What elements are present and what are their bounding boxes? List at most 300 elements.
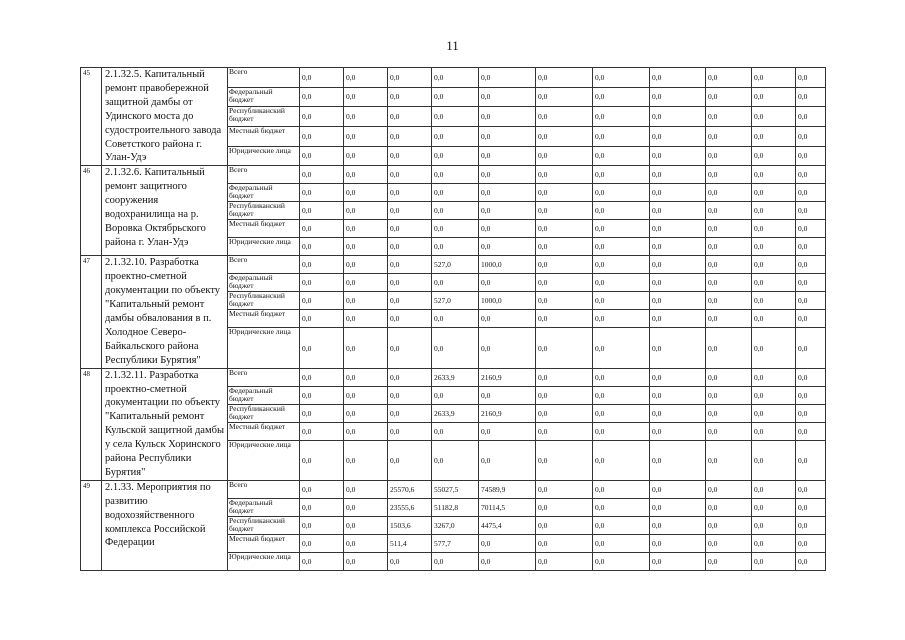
value-cell: 0,0 (344, 292, 388, 310)
value-cell: 0,0 (300, 516, 344, 534)
value-cell: 0,0 (593, 68, 650, 88)
funding-source: Республиканский бюджет (228, 292, 300, 310)
activity-name: 2.1.32.5. Капитальный ремонт правобережной защитной дамбы от Удинского моста до судостроительного завода Советсткого района г. Улан-Удэ (102, 68, 228, 166)
value-cell: 0,0 (650, 68, 706, 88)
funding-source: Юридические лица (228, 328, 300, 368)
value-cell: 0,0 (344, 166, 388, 184)
value-cell: 0,0 (388, 238, 432, 256)
activity-name: 2.1.33. Мероприятия по развитию водохозяйственного комплекса Российской Федерации (102, 480, 228, 570)
value-cell: 0,0 (796, 534, 826, 552)
value-cell: 0,0 (752, 480, 796, 498)
value-cell: 0,0 (432, 310, 479, 328)
value-cell: 0,0 (752, 202, 796, 220)
value-cell: 0,0 (479, 202, 536, 220)
funding-source: Республиканский бюджет (228, 107, 300, 127)
value-cell: 0,0 (650, 126, 706, 146)
value-cell: 0,0 (300, 386, 344, 404)
value-cell: 0,0 (536, 516, 593, 534)
value-cell: 0,0 (344, 310, 388, 328)
value-cell: 0,0 (706, 368, 752, 386)
value-cell: 0,0 (432, 328, 479, 368)
value-cell: 0,0 (706, 146, 752, 166)
value-cell: 0,0 (388, 202, 432, 220)
funding-source: Всего (228, 166, 300, 184)
value-cell: 0,0 (479, 422, 536, 440)
value-cell: 0,0 (796, 184, 826, 202)
value-cell: 0,0 (479, 220, 536, 238)
funding-source: Местный бюджет (228, 422, 300, 440)
value-cell: 2633,9 (432, 368, 479, 386)
funding-source: Всего (228, 480, 300, 498)
table-row (81, 256, 826, 274)
value-cell: 0,0 (344, 220, 388, 238)
value-cell: 0,0 (796, 480, 826, 498)
value-cell: 0,0 (300, 292, 344, 310)
value-cell: 0,0 (593, 126, 650, 146)
value-cell: 0,0 (536, 328, 593, 368)
value-cell: 527,0 (432, 292, 479, 310)
value-cell: 0,0 (752, 87, 796, 107)
value-cell: 0,0 (344, 146, 388, 166)
value-cell: 0,0 (706, 534, 752, 552)
value-cell: 0,0 (706, 126, 752, 146)
value-cell: 0,0 (650, 386, 706, 404)
value-cell: 0,0 (752, 220, 796, 238)
value-cell: 0,0 (650, 238, 706, 256)
value-cell: 2633,9 (432, 404, 479, 422)
value-cell: 0,0 (388, 368, 432, 386)
value-cell: 0,0 (706, 220, 752, 238)
value-cell: 0,0 (344, 184, 388, 202)
value-cell: 0,0 (593, 368, 650, 386)
table-row (81, 368, 826, 386)
value-cell: 0,0 (593, 220, 650, 238)
value-cell: 0,0 (432, 146, 479, 166)
value-cell: 0,0 (432, 107, 479, 127)
value-cell: 0,0 (432, 274, 479, 292)
value-cell: 0,0 (650, 516, 706, 534)
value-cell: 0,0 (796, 166, 826, 184)
value-cell: 0,0 (300, 440, 344, 480)
value-cell: 0,0 (796, 386, 826, 404)
value-cell: 0,0 (796, 274, 826, 292)
value-cell: 0,0 (300, 68, 344, 88)
value-cell: 0,0 (796, 87, 826, 107)
funding-source: Федеральный бюджет (228, 386, 300, 404)
value-cell: 0,0 (536, 422, 593, 440)
value-cell: 0,0 (344, 274, 388, 292)
value-cell: 0,0 (479, 238, 536, 256)
value-cell: 0,0 (796, 368, 826, 386)
value-cell: 0,0 (796, 440, 826, 480)
value-cell: 0,0 (536, 386, 593, 404)
value-cell: 0,0 (536, 202, 593, 220)
value-cell: 0,0 (344, 552, 388, 570)
funding-source: Федеральный бюджет (228, 274, 300, 292)
value-cell: 0,0 (752, 184, 796, 202)
value-cell: 0,0 (752, 292, 796, 310)
value-cell: 0,0 (536, 292, 593, 310)
funding-source: Всего (228, 368, 300, 386)
row-number: 48 (81, 368, 102, 480)
value-cell: 0,0 (650, 107, 706, 127)
value-cell: 0,0 (593, 422, 650, 440)
value-cell: 0,0 (300, 202, 344, 220)
value-cell: 527,0 (432, 256, 479, 274)
value-cell: 0,0 (536, 184, 593, 202)
value-cell: 0,0 (344, 498, 388, 516)
value-cell: 0,0 (536, 256, 593, 274)
value-cell: 0,0 (752, 256, 796, 274)
value-cell: 0,0 (300, 184, 344, 202)
value-cell: 0,0 (593, 516, 650, 534)
value-cell: 0,0 (650, 552, 706, 570)
activity-name: 2.1.32.6. Капитальный ремонт защитного сооружения водохранилища на р. Воровка Октябрьского района г. Улан-Удэ (102, 166, 228, 256)
value-cell: 1503,6 (388, 516, 432, 534)
value-cell: 0,0 (796, 498, 826, 516)
value-cell: 0,0 (300, 87, 344, 107)
value-cell: 0,0 (706, 480, 752, 498)
funding-source: Республиканский бюджет (228, 404, 300, 422)
value-cell: 0,0 (706, 68, 752, 88)
value-cell: 0,0 (706, 310, 752, 328)
value-cell: 0,0 (479, 552, 536, 570)
value-cell: 0,0 (650, 480, 706, 498)
value-cell: 0,0 (300, 126, 344, 146)
value-cell: 0,0 (300, 328, 344, 368)
funding-source: Юридические лица (228, 552, 300, 570)
value-cell: 0,0 (388, 274, 432, 292)
value-cell: 0,0 (752, 107, 796, 127)
value-cell: 0,0 (432, 220, 479, 238)
value-cell: 0,0 (388, 220, 432, 238)
value-cell: 0,0 (650, 404, 706, 422)
value-cell: 0,0 (536, 220, 593, 238)
funding-source: Местный бюджет (228, 310, 300, 328)
value-cell: 0,0 (752, 68, 796, 88)
value-cell: 0,0 (536, 404, 593, 422)
value-cell: 0,0 (650, 498, 706, 516)
value-cell: 0,0 (432, 386, 479, 404)
value-cell: 0,0 (796, 422, 826, 440)
value-cell: 0,0 (752, 552, 796, 570)
value-cell: 0,0 (593, 274, 650, 292)
value-cell: 0,0 (536, 238, 593, 256)
value-cell: 0,0 (536, 552, 593, 570)
value-cell: 55027,5 (432, 480, 479, 498)
value-cell: 0,0 (432, 126, 479, 146)
value-cell: 0,0 (344, 480, 388, 498)
value-cell: 0,0 (536, 68, 593, 88)
value-cell: 0,0 (536, 310, 593, 328)
value-cell: 0,0 (300, 220, 344, 238)
value-cell: 0,0 (650, 220, 706, 238)
value-cell: 0,0 (344, 386, 388, 404)
value-cell: 0,0 (650, 256, 706, 274)
value-cell: 0,0 (432, 87, 479, 107)
value-cell: 0,0 (752, 534, 796, 552)
funding-source: Республиканский бюджет (228, 516, 300, 534)
value-cell: 0,0 (479, 440, 536, 480)
value-cell: 0,0 (300, 310, 344, 328)
value-cell: 0,0 (536, 534, 593, 552)
table-row (81, 480, 826, 498)
value-cell: 0,0 (344, 107, 388, 127)
value-cell: 0,0 (650, 368, 706, 386)
value-cell: 0,0 (388, 68, 432, 88)
value-cell: 0,0 (752, 126, 796, 146)
value-cell: 0,0 (796, 220, 826, 238)
value-cell: 0,0 (432, 238, 479, 256)
value-cell: 511,4 (388, 534, 432, 552)
value-cell: 0,0 (479, 126, 536, 146)
value-cell: 0,0 (479, 146, 536, 166)
funding-source: Республиканский бюджет (228, 202, 300, 220)
value-cell: 0,0 (300, 498, 344, 516)
value-cell: 0,0 (752, 238, 796, 256)
row-number: 49 (81, 480, 102, 570)
value-cell: 2160,9 (479, 404, 536, 422)
value-cell: 0,0 (432, 440, 479, 480)
value-cell: 0,0 (536, 146, 593, 166)
value-cell: 0,0 (796, 328, 826, 368)
value-cell: 0,0 (593, 480, 650, 498)
value-cell: 0,0 (706, 256, 752, 274)
value-cell: 0,0 (300, 238, 344, 256)
value-cell: 0,0 (479, 107, 536, 127)
value-cell: 0,0 (650, 292, 706, 310)
value-cell: 0,0 (650, 87, 706, 107)
value-cell: 0,0 (752, 422, 796, 440)
value-cell: 0,0 (300, 368, 344, 386)
value-cell: 0,0 (593, 202, 650, 220)
funding-source: Федеральный бюджет (228, 87, 300, 107)
value-cell: 0,0 (706, 422, 752, 440)
value-cell: 0,0 (344, 422, 388, 440)
value-cell: 0,0 (479, 87, 536, 107)
funding-source: Федеральный бюджет (228, 184, 300, 202)
value-cell: 0,0 (752, 386, 796, 404)
value-cell: 0,0 (752, 328, 796, 368)
value-cell: 0,0 (593, 440, 650, 480)
value-cell: 0,0 (388, 256, 432, 274)
value-cell: 0,0 (706, 202, 752, 220)
value-cell: 0,0 (706, 328, 752, 368)
value-cell: 0,0 (344, 328, 388, 368)
value-cell: 0,0 (706, 440, 752, 480)
value-cell: 0,0 (536, 480, 593, 498)
value-cell: 3267,0 (432, 516, 479, 534)
funding-source: Всего (228, 68, 300, 88)
budget-table (80, 67, 826, 571)
value-cell: 0,0 (300, 480, 344, 498)
value-cell: 0,0 (796, 256, 826, 274)
value-cell: 0,0 (752, 404, 796, 422)
value-cell: 0,0 (706, 238, 752, 256)
value-cell: 0,0 (796, 107, 826, 127)
value-cell: 0,0 (752, 498, 796, 516)
value-cell: 0,0 (796, 126, 826, 146)
value-cell: 0,0 (344, 368, 388, 386)
value-cell: 1000,0 (479, 256, 536, 274)
value-cell: 0,0 (536, 166, 593, 184)
value-cell: 0,0 (706, 184, 752, 202)
value-cell: 0,0 (752, 166, 796, 184)
value-cell: 0,0 (593, 386, 650, 404)
value-cell: 0,0 (536, 368, 593, 386)
value-cell: 0,0 (796, 516, 826, 534)
activity-name: 2.1.32.10. Разработка проектно-сметной документации по объекту "Капитальный ремонт дамбы обвалования в п. Холодное Северо-Байкальского района Республики Бурятия" (102, 256, 228, 368)
value-cell: 51182,8 (432, 498, 479, 516)
value-cell: 0,0 (706, 107, 752, 127)
value-cell: 0,0 (593, 238, 650, 256)
value-cell: 0,0 (752, 516, 796, 534)
value-cell: 0,0 (650, 166, 706, 184)
value-cell: 0,0 (432, 184, 479, 202)
value-cell: 0,0 (344, 238, 388, 256)
value-cell: 0,0 (706, 552, 752, 570)
value-cell: 0,0 (388, 422, 432, 440)
value-cell: 0,0 (479, 184, 536, 202)
value-cell: 0,0 (593, 146, 650, 166)
value-cell: 0,0 (706, 87, 752, 107)
value-cell: 0,0 (388, 310, 432, 328)
value-cell: 0,0 (593, 310, 650, 328)
value-cell: 0,0 (432, 202, 479, 220)
value-cell: 0,0 (650, 146, 706, 166)
row-number: 47 (81, 256, 102, 368)
value-cell: 0,0 (344, 534, 388, 552)
value-cell: 0,0 (536, 440, 593, 480)
value-cell: 0,0 (650, 310, 706, 328)
value-cell: 0,0 (300, 534, 344, 552)
activity-name: 2.1.32.11. Разработка проектно-сметной документации по объекту "Капитальный ремонт Кульской защитной дамбы у села Кульск Хоринского района Республики Бурятия" (102, 368, 228, 480)
value-cell: 0,0 (706, 292, 752, 310)
value-cell: 0,0 (479, 68, 536, 88)
funding-source: Юридические лица (228, 146, 300, 166)
value-cell: 0,0 (479, 328, 536, 368)
value-cell: 0,0 (706, 404, 752, 422)
value-cell: 23555,6 (388, 498, 432, 516)
value-cell: 0,0 (650, 534, 706, 552)
value-cell: 0,0 (300, 107, 344, 127)
value-cell: 0,0 (593, 87, 650, 107)
funding-source: Местный бюджет (228, 534, 300, 552)
value-cell: 0,0 (388, 386, 432, 404)
funding-source: Юридические лица (228, 440, 300, 480)
value-cell: 0,0 (536, 107, 593, 127)
value-cell: 0,0 (706, 498, 752, 516)
value-cell: 0,0 (593, 328, 650, 368)
value-cell: 0,0 (388, 328, 432, 368)
value-cell: 0,0 (752, 146, 796, 166)
value-cell: 25570,6 (388, 480, 432, 498)
value-cell: 0,0 (796, 552, 826, 570)
value-cell: 0,0 (796, 146, 826, 166)
value-cell: 0,0 (300, 146, 344, 166)
value-cell: 0,0 (300, 422, 344, 440)
row-number: 45 (81, 68, 102, 166)
value-cell: 0,0 (593, 166, 650, 184)
value-cell: 0,0 (706, 166, 752, 184)
value-cell: 0,0 (300, 404, 344, 422)
table-row (81, 166, 826, 184)
row-number: 46 (81, 166, 102, 256)
value-cell: 0,0 (479, 166, 536, 184)
value-cell: 0,0 (344, 440, 388, 480)
value-cell: 0,0 (388, 404, 432, 422)
value-cell: 0,0 (796, 292, 826, 310)
value-cell: 0,0 (706, 386, 752, 404)
value-cell: 0,0 (593, 498, 650, 516)
value-cell: 0,0 (650, 422, 706, 440)
funding-source: Всего (228, 256, 300, 274)
value-cell: 70114,5 (479, 498, 536, 516)
funding-source: Местный бюджет (228, 126, 300, 146)
funding-source: Федеральный бюджет (228, 498, 300, 516)
value-cell: 0,0 (388, 552, 432, 570)
value-cell: 74589,9 (479, 480, 536, 498)
value-cell: 0,0 (300, 274, 344, 292)
value-cell: 0,0 (796, 68, 826, 88)
value-cell: 0,0 (536, 274, 593, 292)
value-cell: 0,0 (796, 310, 826, 328)
value-cell: 0,0 (479, 310, 536, 328)
table-row (81, 68, 826, 88)
value-cell: 0,0 (650, 184, 706, 202)
value-cell: 0,0 (344, 202, 388, 220)
value-cell: 0,0 (796, 238, 826, 256)
value-cell: 0,0 (536, 126, 593, 146)
value-cell: 0,0 (796, 202, 826, 220)
value-cell: 0,0 (388, 292, 432, 310)
value-cell: 0,0 (650, 202, 706, 220)
value-cell: 577,7 (432, 534, 479, 552)
value-cell: 0,0 (706, 274, 752, 292)
page-number: 11 (446, 38, 459, 53)
value-cell: 0,0 (432, 68, 479, 88)
value-cell: 0,0 (344, 68, 388, 88)
funding-source: Юридические лица (228, 238, 300, 256)
value-cell: 0,0 (536, 87, 593, 107)
value-cell: 0,0 (706, 516, 752, 534)
value-cell: 0,0 (300, 166, 344, 184)
funding-source: Местный бюджет (228, 220, 300, 238)
value-cell: 0,0 (479, 386, 536, 404)
value-cell: 1000,0 (479, 292, 536, 310)
value-cell: 0,0 (593, 534, 650, 552)
value-cell: 0,0 (432, 552, 479, 570)
value-cell: 0,0 (752, 274, 796, 292)
value-cell: 0,0 (388, 166, 432, 184)
value-cell: 0,0 (593, 184, 650, 202)
value-cell: 0,0 (344, 126, 388, 146)
value-cell: 0,0 (536, 498, 593, 516)
value-cell: 0,0 (388, 126, 432, 146)
value-cell: 0,0 (344, 256, 388, 274)
value-cell: 0,0 (344, 516, 388, 534)
value-cell: 0,0 (388, 146, 432, 166)
value-cell: 0,0 (344, 87, 388, 107)
value-cell: 0,0 (593, 292, 650, 310)
value-cell: 0,0 (300, 256, 344, 274)
value-cell: 0,0 (650, 328, 706, 368)
value-cell: 2160,9 (479, 368, 536, 386)
value-cell: 0,0 (388, 107, 432, 127)
value-cell: 0,0 (388, 184, 432, 202)
value-cell: 0,0 (752, 310, 796, 328)
value-cell: 0,0 (479, 274, 536, 292)
